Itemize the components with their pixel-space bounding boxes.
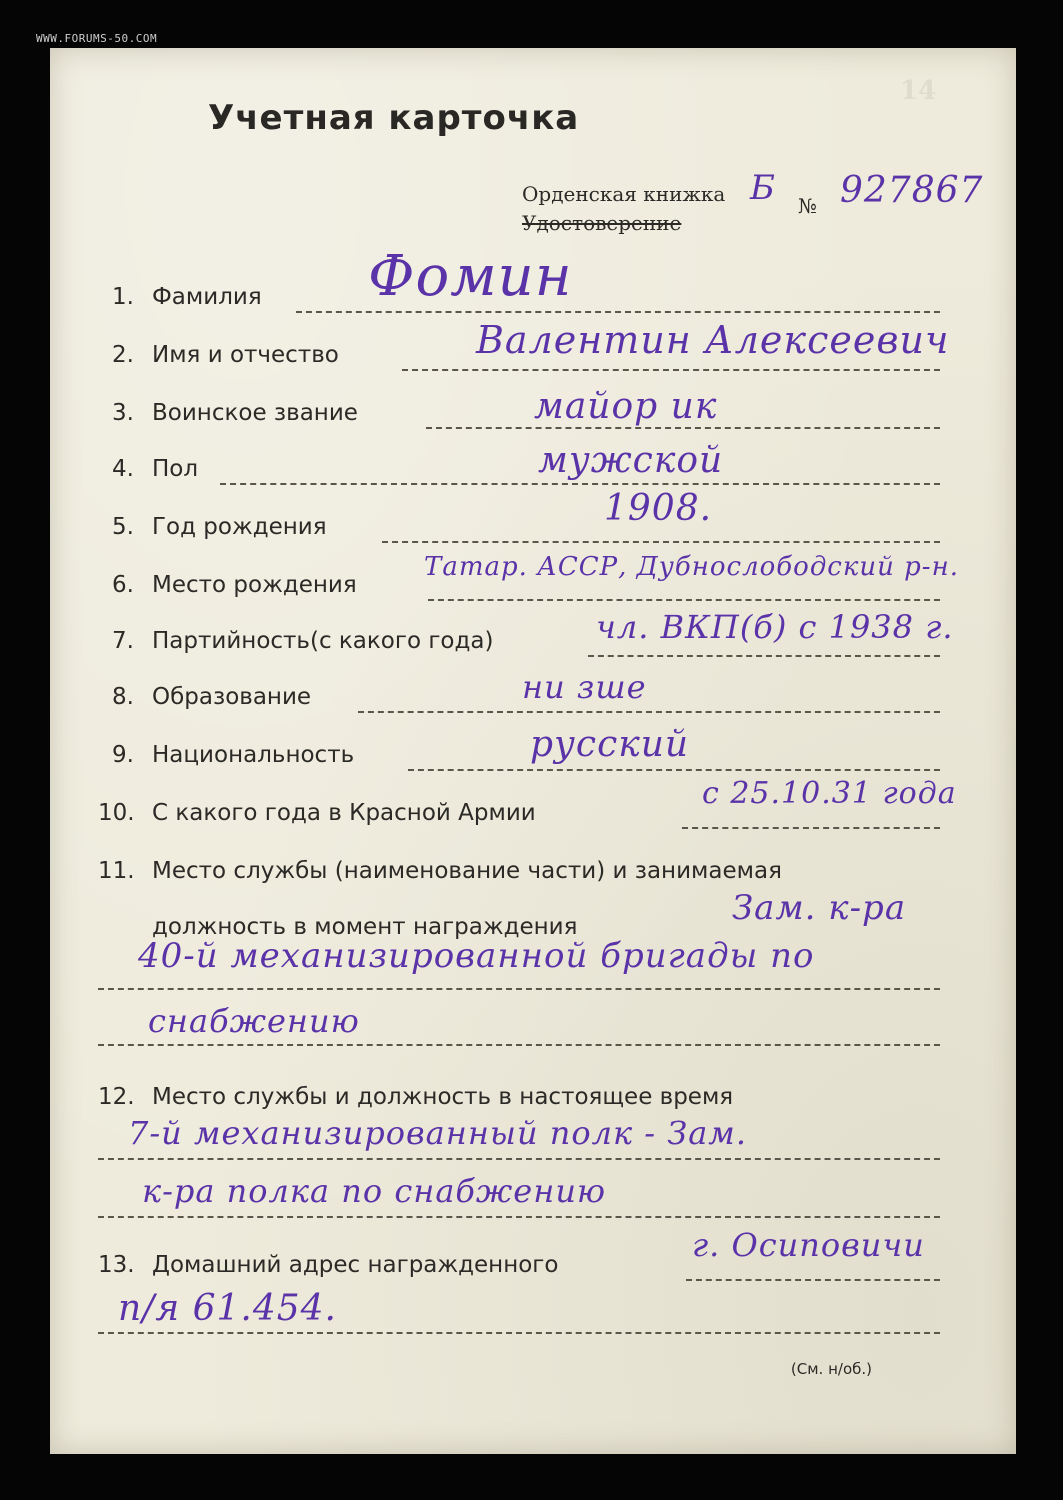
field-12-value-line2: к-ра полка по снабжению xyxy=(142,1172,607,1210)
field-2-number: 2. xyxy=(112,342,134,368)
field-9-line xyxy=(408,769,940,771)
field-13-label: Домашний адрес награжденного xyxy=(152,1252,559,1278)
footnote: (См. н/об.) xyxy=(790,1360,872,1378)
field-11-label: Место службы (наименование части) и занимаемая xyxy=(152,858,782,884)
field-5-number: 5. xyxy=(112,514,134,540)
field-10-value: с 25.10.31 года xyxy=(702,776,957,811)
field-11-line-2 xyxy=(98,1044,940,1046)
field-13-value-line2: п/я 61.454. xyxy=(118,1288,338,1329)
field-7-line xyxy=(588,655,940,657)
field-12-label: Место службы и должность в настоящее время xyxy=(152,1084,734,1110)
field-11-line-1 xyxy=(98,988,940,990)
field-2-line xyxy=(402,369,940,371)
field-9-value: русский xyxy=(530,724,690,765)
field-13-line-1 xyxy=(686,1279,940,1281)
card-title: Учетная карточка xyxy=(208,98,580,138)
field-1-line xyxy=(296,311,940,313)
field-10-line xyxy=(682,827,940,829)
field-3-line xyxy=(426,427,940,429)
field-13-number: 13. xyxy=(98,1252,135,1278)
field-8-number: 8. xyxy=(112,684,134,710)
field-11-value-line3: снабжению xyxy=(148,1002,360,1040)
field-9-number: 9. xyxy=(112,742,134,768)
order-book-number: 927867 xyxy=(840,170,984,211)
field-10-number: 10. xyxy=(98,800,135,826)
order-book-label: Орденская книжка xyxy=(522,182,726,206)
field-1-label: Фамилия xyxy=(152,284,262,310)
field-8-label: Образование xyxy=(152,684,312,710)
field-4-label: Пол xyxy=(152,456,199,482)
field-7-value: чл. ВКП(б) с 1938 г. xyxy=(596,608,954,646)
field-6-number: 6. xyxy=(112,572,134,598)
field-3-number: 3. xyxy=(112,400,134,426)
certificate-label: Удостоверение xyxy=(522,211,682,235)
field-3-value: майор ик xyxy=(534,386,718,427)
field-1-value: Фомин xyxy=(368,244,573,309)
field-8-line xyxy=(358,711,940,713)
field-7-label: Партийность(с какого года) xyxy=(152,628,494,654)
field-6-label: Место рождения xyxy=(152,572,357,598)
field-5-label: Год рождения xyxy=(152,514,327,540)
field-4-line xyxy=(220,483,940,485)
field-12-line-2 xyxy=(98,1216,940,1218)
field-13-value: г. Осиповичи xyxy=(692,1226,925,1264)
field-5-value: 1908. xyxy=(604,488,713,529)
field-9-label: Национальность xyxy=(152,742,355,768)
field-6-line xyxy=(428,599,940,601)
field-5-line xyxy=(382,541,940,543)
field-6-value: Татар. АССР, Дубнослободский р-н. xyxy=(424,552,959,582)
field-10-label: С какого года в Красной Армии xyxy=(152,800,536,826)
field-12-number: 12. xyxy=(98,1084,135,1110)
watermark: WWW.FORUMS-50.COM xyxy=(36,32,158,45)
record-card xyxy=(50,48,1016,1454)
field-13-line-2 xyxy=(98,1332,940,1334)
field-1-number: 1. xyxy=(112,284,134,310)
field-3-label: Воинское звание xyxy=(152,400,358,426)
field-11-label-line2: должность в момент награждения xyxy=(152,914,578,940)
number-sign: № xyxy=(798,194,817,218)
order-book-series: Б xyxy=(750,168,776,208)
field-2-value: Валентин Алексеевич xyxy=(476,318,950,362)
field-11-value-line2: 40-й механизированной бригады по xyxy=(138,936,815,976)
bleed-through-decoration: 14 xyxy=(900,76,937,106)
field-2-label: Имя и отчество xyxy=(152,342,339,368)
field-7-number: 7. xyxy=(112,628,134,654)
field-4-value: мужской xyxy=(538,440,724,481)
field-11-number: 11. xyxy=(98,858,135,884)
field-8-value: ни зше xyxy=(522,668,647,706)
field-11-value: Зам. к-ра xyxy=(732,888,907,928)
field-12-value-line1: 7-й механизированный полк - Зам. xyxy=(128,1114,747,1152)
field-4-number: 4. xyxy=(112,456,134,482)
field-12-line-1 xyxy=(98,1158,940,1160)
